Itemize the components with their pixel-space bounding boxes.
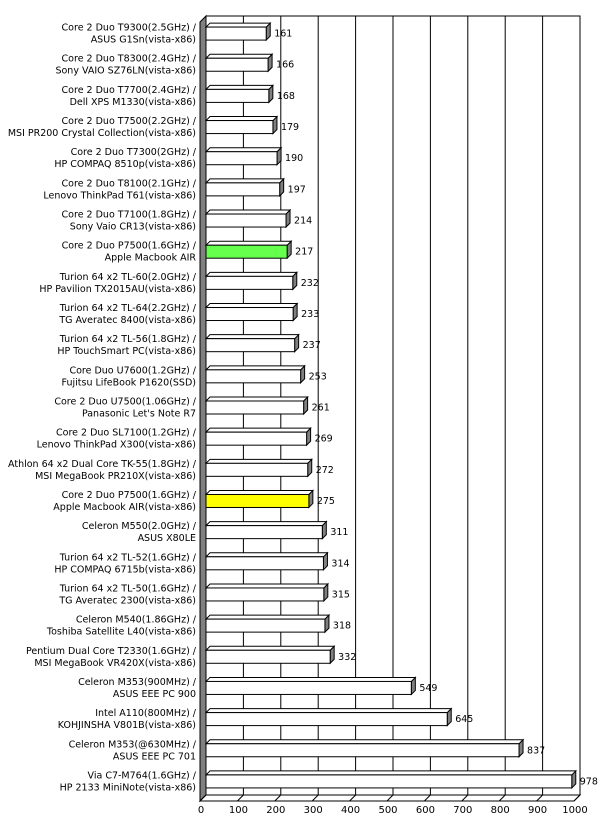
category-label: Core 2 Duo T7300(2GHz) / bbox=[70, 147, 196, 159]
category-labels bbox=[8, 23, 197, 794]
category-label: Turion 64 x2 TL-50(1.6GHz) / bbox=[59, 583, 196, 595]
category-label: Core 2 Duo T9300(2.5GHz) / bbox=[61, 22, 196, 34]
bar bbox=[206, 23, 270, 40]
category-label: Core 2 Duo T8100(2.1GHz) / bbox=[61, 178, 196, 190]
bar-top bbox=[206, 304, 297, 308]
bar-value-label: 315 bbox=[331, 589, 350, 601]
bar-front bbox=[206, 432, 307, 445]
x-tick-label: 0 bbox=[197, 805, 205, 816]
bar-value-label: 314 bbox=[331, 558, 350, 570]
bar-value-label: 549 bbox=[419, 682, 438, 694]
category-label: MSI MegaBook PR210X(vista-x86) bbox=[35, 470, 196, 482]
x-tick-label: 400 bbox=[341, 805, 361, 816]
bar bbox=[206, 459, 312, 476]
bar-top bbox=[206, 54, 272, 58]
bar bbox=[206, 85, 273, 102]
bar bbox=[206, 272, 297, 289]
category-label: Core 2 Duo P7500(1.6GHz) / bbox=[61, 489, 196, 501]
bar bbox=[206, 210, 290, 227]
x-tick-label: 1000 bbox=[562, 805, 588, 816]
category-label: Core 2 Duo P7500(1.6GHz) / bbox=[61, 240, 196, 252]
category-label: HP COMPAQ 8510p(vista-x86) bbox=[54, 159, 196, 171]
bar-top bbox=[206, 117, 277, 121]
bar-front bbox=[206, 183, 280, 196]
bar-value-label: 197 bbox=[287, 184, 306, 196]
category-label: Core 2 Duo U7500(1.06GHz) / bbox=[54, 396, 196, 408]
category-label: HP Pavilion TX2015AU(vista-x86) bbox=[39, 283, 196, 295]
bar-front bbox=[206, 121, 273, 134]
bar-value-label: 275 bbox=[316, 495, 335, 507]
category-label: Core 2 Duo T7700(2.4GHz) / bbox=[61, 84, 196, 96]
bar-front bbox=[206, 370, 301, 383]
bar-value-label: 837 bbox=[527, 745, 546, 757]
bar bbox=[206, 709, 451, 726]
bar bbox=[206, 117, 277, 134]
category-label: Celeron M550(2.0GHz) / bbox=[81, 521, 196, 533]
bar bbox=[206, 335, 299, 352]
bar-front bbox=[206, 27, 266, 40]
category-label: Via C7-M764(1.6GHz) / bbox=[87, 770, 196, 782]
category-label: Core 2 Duo T8300(2.4GHz) / bbox=[61, 53, 196, 65]
bar-top bbox=[206, 459, 312, 463]
category-label: HP COMPAQ 6715b(vista-x86) bbox=[54, 564, 196, 576]
bar-front bbox=[206, 619, 325, 632]
bar-value-label: 645 bbox=[455, 714, 474, 726]
bar bbox=[206, 179, 284, 196]
bar-value-label: 214 bbox=[294, 215, 313, 227]
bar bbox=[206, 54, 272, 71]
bar-top bbox=[206, 335, 299, 339]
bar-front bbox=[206, 276, 293, 289]
category-label: Core 2 Duo SL7100(1.2GHz) / bbox=[56, 427, 196, 439]
category-label: Apple Macbook AIR(vista-x86) bbox=[53, 501, 196, 513]
category-label: Panasonic Let's Note R7 bbox=[81, 408, 196, 420]
bar-front bbox=[206, 463, 308, 476]
bar-top bbox=[206, 584, 328, 588]
bar-value-label: 318 bbox=[332, 620, 352, 632]
bar bbox=[206, 397, 308, 414]
bar-top bbox=[206, 241, 291, 245]
category-label: HP 2133 MiniNote(vista-x86) bbox=[59, 782, 196, 794]
category-label: Pentium Dual Core T2330(1.6GHz) / bbox=[26, 645, 196, 657]
bar bbox=[206, 740, 523, 757]
bar-top bbox=[206, 85, 273, 89]
bar bbox=[206, 522, 326, 539]
x-axis bbox=[198, 805, 588, 816]
bar-top bbox=[206, 23, 270, 27]
bar bbox=[206, 490, 313, 507]
bar-top bbox=[206, 553, 327, 557]
bar bbox=[206, 615, 329, 632]
category-label: Intel A110(800MHz) / bbox=[95, 708, 196, 720]
bar-top bbox=[206, 397, 308, 401]
bar-front bbox=[206, 308, 293, 321]
x-tick-label: 300 bbox=[303, 805, 323, 816]
category-label: ASUS G1Sn(vista-x86) bbox=[90, 34, 196, 46]
bar-top bbox=[206, 210, 290, 214]
bar-top bbox=[206, 272, 297, 276]
category-label: Celeron M353(@630MHz) / bbox=[68, 739, 196, 751]
category-label: ASUS EEE PC 701 bbox=[112, 751, 196, 763]
bar-top bbox=[206, 709, 451, 713]
bar-front bbox=[206, 557, 323, 570]
bar-front bbox=[206, 713, 447, 726]
bar-front bbox=[206, 339, 295, 352]
bar-value-label: 978 bbox=[579, 776, 598, 788]
bar-top bbox=[206, 522, 326, 526]
bar-front bbox=[206, 401, 304, 414]
bar-value-label: 190 bbox=[285, 153, 304, 165]
bar-front bbox=[206, 152, 277, 165]
category-label: Core 2 Duo T7500(2.2GHz) / bbox=[61, 116, 196, 128]
category-label: Core Duo U7600(1.2GHz) / bbox=[69, 365, 196, 377]
category-label: Lenovo ThinkPad X300(vista-x86) bbox=[36, 439, 196, 451]
category-label: Core 2 Duo T7100(1.8GHz) / bbox=[61, 209, 196, 221]
bar-value-label: 161 bbox=[274, 28, 293, 40]
bar-value-label: 232 bbox=[300, 277, 319, 289]
x-tick-label: 600 bbox=[415, 805, 435, 816]
bar bbox=[206, 677, 415, 694]
x-tick-label: 200 bbox=[266, 805, 286, 816]
bar-value-label: 168 bbox=[276, 90, 295, 102]
bar-front bbox=[206, 214, 286, 227]
bar bbox=[206, 428, 311, 445]
x-tick-label: 100 bbox=[228, 805, 248, 816]
bar bbox=[206, 366, 305, 383]
bar-value-label: 166 bbox=[276, 59, 295, 71]
bar-top bbox=[206, 677, 415, 681]
bar bbox=[206, 584, 328, 601]
x-tick-label: 800 bbox=[490, 805, 510, 816]
bar-value-label: 237 bbox=[302, 340, 321, 352]
category-label: Sony Vaio CR13(vista-x86) bbox=[69, 221, 196, 233]
category-label: HP TouchSmart PC(vista-x86) bbox=[57, 346, 196, 358]
bar-value-label: 217 bbox=[295, 246, 314, 258]
category-label: Athlon 64 x2 Dual Core TK-55(1.8GHz) / bbox=[8, 458, 196, 470]
category-label: TG Averatec 8400(vista-x86) bbox=[59, 315, 196, 327]
bar-front bbox=[206, 245, 287, 258]
category-label: Sony VAIO SZ76LN(vista-x86) bbox=[55, 65, 196, 77]
bar-top bbox=[206, 646, 334, 650]
bar-value-label: 311 bbox=[330, 527, 349, 539]
bar-top bbox=[206, 148, 281, 152]
category-label: Lenovo ThinkPad T61(vista-x86) bbox=[43, 190, 196, 202]
bar-top bbox=[206, 428, 311, 432]
bar bbox=[206, 148, 281, 165]
x-tick-label: 500 bbox=[378, 805, 398, 816]
x-tick-label: 700 bbox=[453, 805, 473, 816]
bar-front bbox=[206, 58, 268, 71]
bar bbox=[206, 646, 334, 663]
bar-top bbox=[206, 366, 305, 370]
bar-front bbox=[206, 775, 572, 788]
bar-value-label: 269 bbox=[314, 433, 333, 445]
category-label: ASUS EEE PC 900 bbox=[112, 688, 196, 700]
bar-front bbox=[206, 526, 322, 539]
category-label: Turion 64 x2 TL-52(1.6GHz) / bbox=[59, 552, 196, 564]
bar-top bbox=[206, 740, 523, 744]
bar-value-label: 261 bbox=[311, 402, 330, 414]
bar-top bbox=[206, 490, 313, 494]
bar-front bbox=[206, 89, 269, 102]
bar-value-label: 332 bbox=[338, 651, 357, 663]
bar-value-label: 179 bbox=[280, 122, 300, 134]
category-label: Turion 64 x2 TL-64(2.2GHz) / bbox=[59, 303, 196, 315]
category-label: Fujitsu LifeBook P1620(SSD) bbox=[61, 377, 196, 389]
category-label: Turion 64 x2 TL-60(2.0GHz) / bbox=[59, 271, 196, 283]
bar-front bbox=[206, 650, 330, 663]
bar-value-label: 253 bbox=[308, 371, 327, 383]
bar-front bbox=[206, 494, 309, 507]
category-label: TG Averatec 2300(vista-x86) bbox=[59, 595, 196, 607]
bar-front bbox=[206, 681, 411, 694]
category-label: Celeron M353(900MHz) / bbox=[78, 676, 196, 688]
bar-front bbox=[206, 588, 324, 601]
category-label: MSI PR200 Crystal Collection(vista-x86) bbox=[7, 128, 196, 140]
category-label: Celeron M540(1.86GHz) / bbox=[75, 614, 196, 626]
bar-top bbox=[206, 179, 284, 183]
x-tick-label: 900 bbox=[528, 805, 548, 816]
bar-value-label: 272 bbox=[315, 464, 334, 476]
bar bbox=[206, 304, 297, 321]
bar-front bbox=[206, 744, 519, 757]
bar bbox=[206, 553, 327, 570]
category-label: Turion 64 x2 TL-56(1.8GHz) / bbox=[59, 334, 196, 346]
category-label: Apple Macbook AIR bbox=[104, 252, 196, 264]
category-label: Toshiba Satellite L40(vista-x86) bbox=[46, 626, 196, 638]
bar bbox=[206, 771, 576, 788]
left-wall bbox=[200, 16, 206, 801]
category-label: Dell XPS M1330(vista-x86) bbox=[69, 96, 196, 108]
category-label: KOHJINSHA V801B(vista-x86) bbox=[57, 720, 196, 732]
category-label: ASUS X80LE bbox=[137, 533, 196, 545]
bar-value-label: 233 bbox=[301, 309, 320, 321]
bar-top bbox=[206, 615, 329, 619]
bar-top bbox=[206, 771, 576, 775]
bar bbox=[206, 241, 291, 258]
category-label: MSI MegaBook VR420X(vista-x86) bbox=[34, 657, 196, 669]
